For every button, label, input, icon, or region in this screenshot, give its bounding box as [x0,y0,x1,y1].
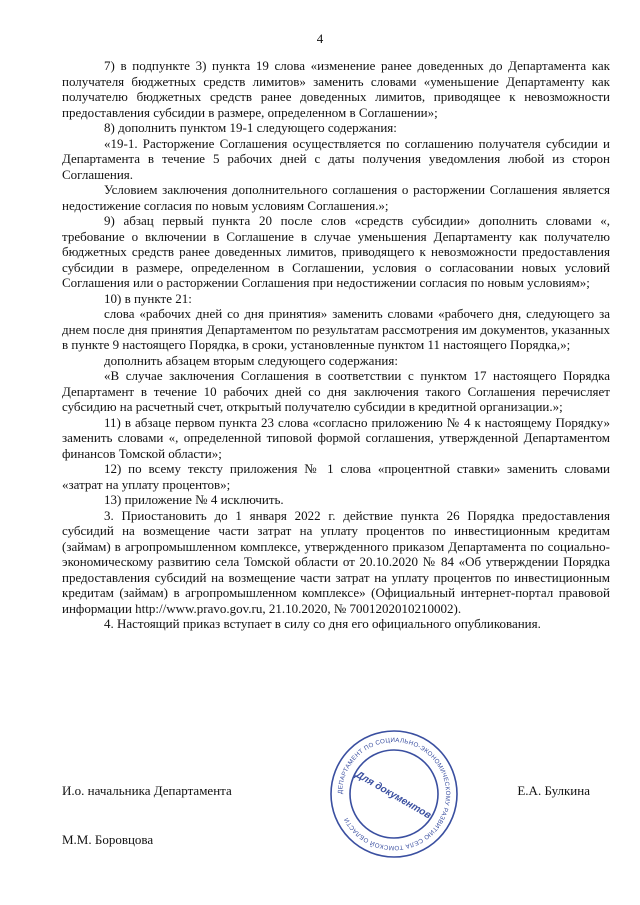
paragraph: 7) в подпункте 3) пункта 19 слова «изменение ранее доведенных до Департамента как получателя бюджетных средств лимитов» заменить словами «уменьшение Департаменту как получателю бюджетных средств ранее доведенных лимитов, приводящее к невозможности предоставления субсидии в размере, определенном в Соглашении»; [62,58,610,120]
paragraph: 9) абзац первый пункта 20 после слов «средств субсидии» дополнить словами «, требование о включении в Соглашение в случае уменьшения Департаменту как получателю бюджетных средств ранее доведенных лимитов, приводящего к невозможности предоставления субсидии в размере, определенном в Соглашении, условия о согласовании новых условий Соглашения или о расторжении Соглашения при недостижении согласия по новым условиям»; [62,213,610,290]
paragraph: 13) приложение № 4 исключить. [104,492,284,507]
paragraph: Условием заключения дополнительного соглашения о расторжении Соглашения является недостижение согласия по новым условиям Соглашения.»; [62,182,610,213]
paragraph: «19-1. Расторжение Соглашения осуществляется по соглашению получателя субсидии и Департамента в течение 5 рабочих дней с даты получения уведомления любой из сторон Соглашения. [62,135,610,182]
paragraph: 11) в абзаце первом пункта 23 слова «согласно приложению № 4 к настоящему Порядку» заменить словами «, определенной типовой формой соглашения, утвержденной Департаментом финансов Томской области»; [62,414,610,461]
signatory-name: Е.А. Булкина [517,783,590,798]
executor-name: М.М. Боровцова [62,832,154,847]
paragraph: 12) по всему тексту приложения № 1 слова «процентной ставки» заменить словами «затрат на уплату процентов»; [62,461,610,492]
paragraph: 3. Приостановить до 1 января 2022 г. действие пункта 26 Порядка предоставления субсидий на возмещение части затрат на уплату процентов по инвестиционным кредитам (займам) в агропромышленном комплексе, утвержденного приказом Департамента по социально-экономическому развитию села Томской области от 20.10.2020 № 84 «Об утверждении Порядка предоставления субсидий на возмещение части затрат на уплату процентов по инвестиционным кредитам (займам) в агропромышленном комплексе» (Официальный интернет-портал правовой информации http://www.pravo.gov.ru, 21.10.2020, № 7001202010210002). [62,507,610,616]
paragraph: «В случае заключения Соглашения в соответствии с пунктом 17 настоящего Порядка Департамент в течение 10 рабочих дней со дня заключения такого Соглашения перечисляет субсидию на расчетный счет, открытый получателю субсидии в кредитной организации.»; [62,368,610,414]
stamp-center-text: Для документов [353,769,433,822]
signatory-role: И.о. начальника Департамента [62,783,232,798]
official-stamp [328,728,460,860]
paragraph: слова «рабочих дней со дня принятия» заменить словами «рабочего дня, следующего за днем после дня принятия Департаментом по результатам рассмотрения им документов, указанных в пункте 9 настоящего Порядка, в сроки, установленные пунктом 11 настоящего Порядка,»; [62,306,610,352]
document-body [62,58,610,632]
paragraph: 10) в пункте 21: [104,290,192,306]
paragraph: 4. Настоящий приказ вступает в силу со дня его официального опубликования. [104,616,541,631]
paragraph: дополнить абзацем вторым следующего содержания: [104,352,398,368]
stamp-ring-text: ДЕПАРТАМЕНТ ПО СОЦИАЛЬНО-ЭКОНОМИЧЕСКОМУ РАЗВИТИЮ СЕЛА ТОМСКОЙ ОБЛАСТИ [336,736,452,852]
paragraph: 8) дополнить пунктом 19-1 следующего содержания: [104,120,397,135]
page-number: 4 [316,31,324,46]
